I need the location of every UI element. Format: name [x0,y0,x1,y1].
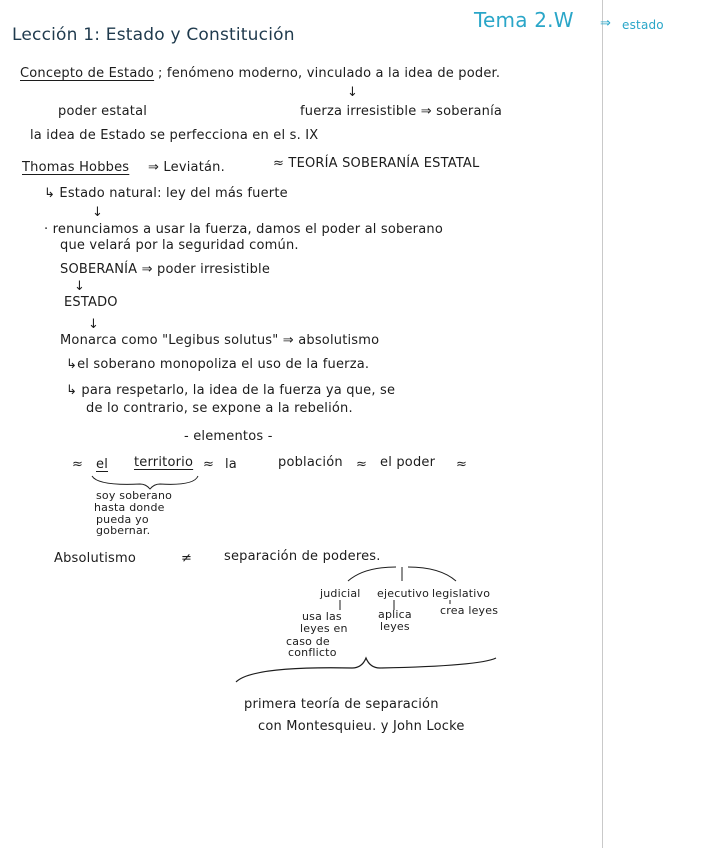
elemento-el-poder: el poder [380,455,436,470]
soberania-line: SOBERANÍA ⇒ poder irresistible [60,262,271,277]
soy-soberano-3: pueda yo [96,513,149,526]
primera-teoria-1: primera teoría de separación [244,697,439,712]
judicial-desc-1: usa las [302,610,342,623]
down-arrow-2: ↓ [92,205,103,220]
page-title: Lección 1: Estado y Constitución [12,25,295,45]
concept-label: Concepto de Estado [20,66,155,81]
respetarlo-line-1: ↳ para respetarlo, la idea de la fuerza ya que, se [66,383,396,398]
tema-label: Tema 2.W [474,8,574,32]
hobbes-label: Thomas Hobbes [22,160,130,175]
renunciamos-line-1: · renunciamos a usar la fuerza, damos el poder al soberano [44,222,443,237]
down-arrow-3: ↓ [74,279,85,294]
primera-teoria-2: con Montesquieu. y John Locke [258,719,465,734]
elemento-el: el [96,457,109,472]
poder-judicial: judicial [320,587,361,600]
monopoliza-line: ↳el soberano monopoliza el uso de la fuerza. [66,357,370,372]
respetarlo-line-2: de lo contrario, se expone a la rebelión. [86,401,353,416]
judicial-desc-4: conflicto [288,646,337,659]
ejecutivo-desc-1: aplica [378,608,412,621]
down-arrow-4: ↓ [88,317,99,332]
poder-estatal: poder estatal [58,104,148,119]
judicial-desc-3: caso de [286,635,330,648]
poder-ejecutivo: ejecutivo [377,587,430,600]
poderes-branches [344,565,484,585]
estado-natural: ↳ Estado natural: ley del más fuerte [44,186,288,201]
poder-legislativo: legislativo [432,587,491,600]
absolutismo: Absolutismo [54,551,137,566]
fuerza-irresistible: fuerza irresistible ⇒ soberanía [300,104,503,119]
elementos-sep-1: ≈ [203,457,215,472]
bottom-brace [232,656,502,686]
margin-line [602,0,603,848]
teoria-soberania: ≈ TEORÍA SOBERANÍA ESTATAL [273,156,480,171]
elementos-sep-2: ≈ [356,457,368,472]
concept-definition: ; fenómeno moderno, vinculado a la idea de poder. [158,66,501,81]
hobbes-leviatan: ⇒ Leviatán. [148,160,225,175]
soy-soberano-4: gobernar. [96,524,151,537]
territorio-brace [90,474,200,490]
elementos-heading: - elementos - [184,429,273,444]
renunciamos-line-2: que velará por la seguridad común. [60,238,299,253]
elementos-sep-3: ≈ [456,457,468,472]
judicial-desc-2: leyes en [300,622,348,635]
elemento-la: la [225,457,237,472]
soy-soberano-1: soy soberano [96,489,173,502]
distinto-symbol: ≠ [181,551,193,566]
tema-estado: estado [622,18,664,32]
separacion-poderes: separación de poderes. [224,549,381,564]
estado-caps: ESTADO [64,295,118,310]
ejecutivo-desc-2: leyes [380,620,410,633]
elemento-territorio: territorio [134,455,194,470]
idea-estado: la idea de Estado se perfecciona en el s. IX [30,128,319,143]
legislativo-desc-1: crea leyes [440,604,499,617]
elementos-sep-0: ≈ [72,457,84,472]
monarca-line: Monarca como "Legibus solutus" ⇒ absolutismo [60,333,380,348]
tema-arrow: ⇒ [600,16,612,31]
soy-soberano-2: hasta donde [94,501,165,514]
elemento-poblacion: población [278,455,343,470]
down-arrow-1: ↓ [347,85,358,100]
